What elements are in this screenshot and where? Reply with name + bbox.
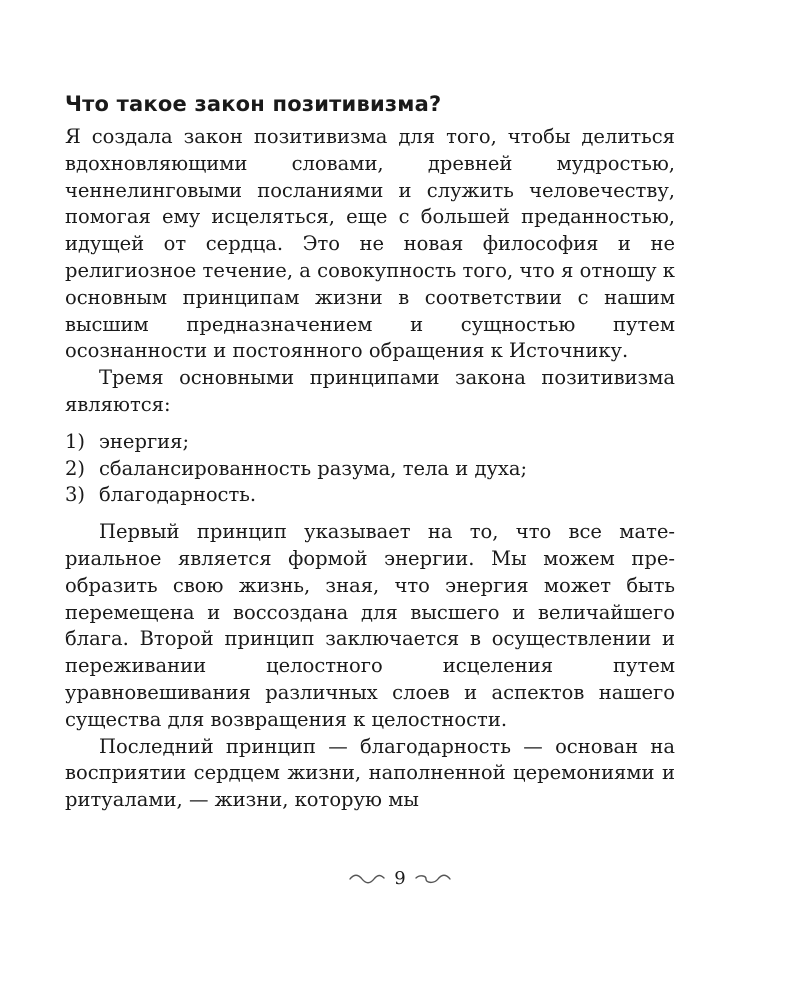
list-item [65, 482, 675, 509]
list-item-number: 2) [65, 456, 86, 480]
page-footer [0, 868, 800, 889]
list-item-number: 3) [65, 483, 86, 507]
section-heading: Что такое закон позитивизма? [65, 92, 442, 116]
list-item-text: благодарность. [99, 483, 257, 507]
swirl-ornament-left-icon [348, 873, 386, 885]
paragraph-last-principle: Последний принцип — благодарность — основан на восприятии сердцем жизни, наполненной церемониями и ритуалами, — жизни, которую мы [65, 734, 675, 812]
list-item [65, 429, 675, 456]
list-item-text: сбалансированность разума, тела и духа; [99, 456, 528, 480]
page-number: 9 [394, 868, 406, 889]
paragraph-first-principle: Первый принцип указывает на то, что все материальное является формой энергии. Мы можем преобразить свою жизнь, зная, что энергия может быть перемещена и воссоздана для высшего и величайшего блага. Второй принцип заключается в осуществлении и переживании целостного исцеления путем уравновешивания различных слоев и аспектов нашего существа для возвращения к целостности. [65, 520, 675, 731]
principles-list [65, 429, 675, 509]
paragraph-intro: Я создала закон позитивизма для того, чтобы делиться вдохновляющими словами, древней мудростью, ченнелинговыми посланиями и служить человечеству, помогая ему исцеляться, еще с большей преданностью, идущей от сердца. Это не новая философия и не религиозное течение, а совокупность того, что я отношу к основным принципам жизни в соответствии с нашим высшим предназначением и сущностью путем осознанности и постоянного обращения к Источнику. [65, 125, 675, 363]
list-item [65, 456, 675, 483]
list-item-number: 1) [65, 429, 86, 453]
list-item-text: энергия; [99, 429, 190, 453]
swirl-ornament-right-icon [414, 873, 452, 885]
paragraph-principles-lead: Тремя основными принципами закона позитивизма являются: [65, 366, 675, 416]
page-content [65, 90, 675, 814]
